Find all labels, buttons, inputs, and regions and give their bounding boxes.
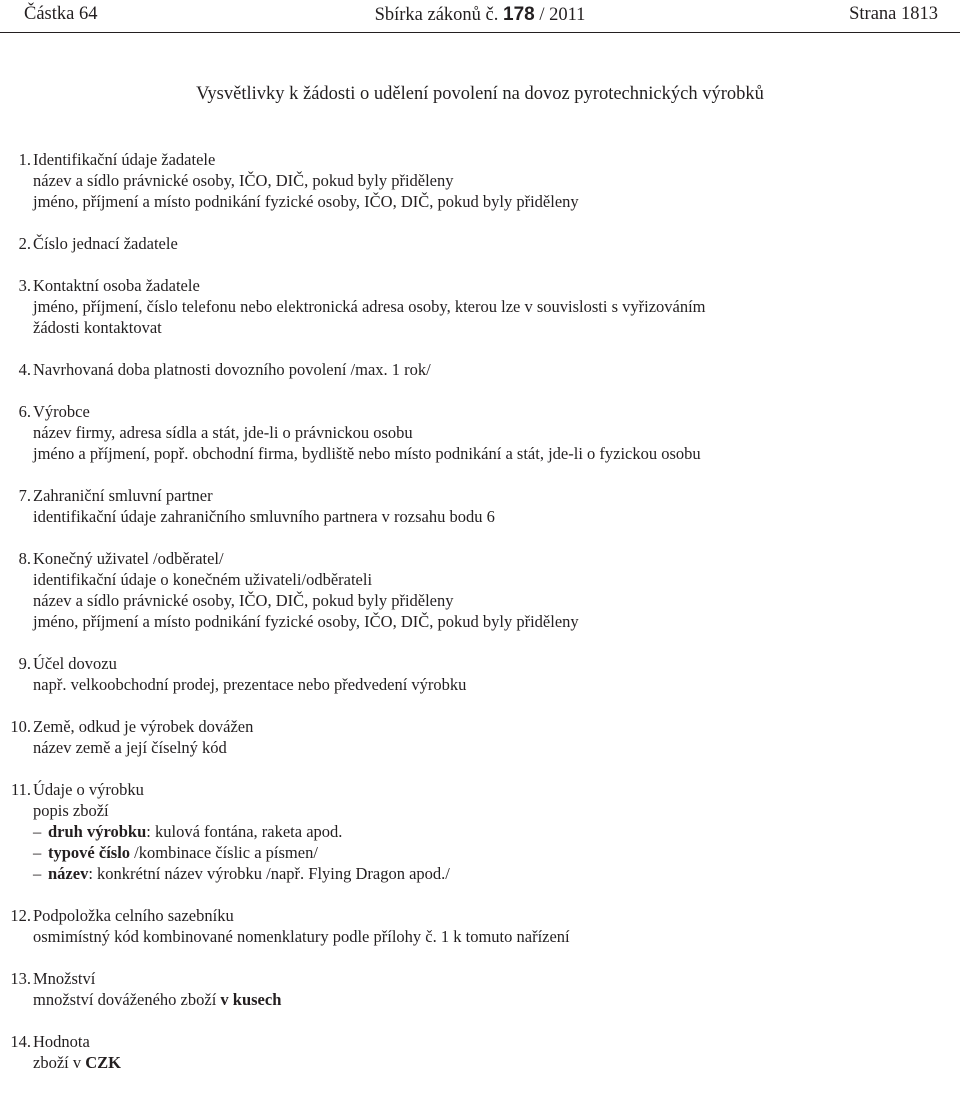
item-description: : konkrétní název výrobku /např. Flying Dragon apod./ xyxy=(88,864,450,883)
item-term: typové číslo xyxy=(48,843,131,862)
section-heading: Identifikační údaje žadatele xyxy=(33,150,216,169)
section-text-line: název a sídlo právnické osoby, IČO, DIČ, pokud byly přiděleny xyxy=(33,171,454,190)
collection-name: Sbírka zákonů č. xyxy=(374,5,499,25)
item-description: /kombinace číslic a písmen/ xyxy=(130,843,318,862)
section-manufacturer xyxy=(0,401,960,464)
section-heading: Účel dovozu xyxy=(33,654,117,673)
section-heading: Výrobce xyxy=(33,402,90,421)
section-validity-period xyxy=(0,359,960,380)
item-term: název xyxy=(48,864,89,883)
text-run: množství dováženého zboží xyxy=(33,990,217,1009)
section-text-line: jméno, příjmení, číslo telefonu nebo elektronická adresa osoby, kterou lze v souvislosti s vyřizováním xyxy=(33,297,706,316)
section-text-line: název země a její číselný kód xyxy=(33,738,227,757)
section-text-line: žádosti kontaktovat xyxy=(33,318,162,337)
section-heading: Údaje o výrobku xyxy=(33,780,144,799)
section-customs-subheading xyxy=(0,905,960,947)
section-contact-person xyxy=(0,275,960,338)
section-end-user xyxy=(0,548,960,632)
section-number: 13. xyxy=(10,969,31,988)
section-heading: Číslo jednací žadatele xyxy=(33,234,178,253)
section-number: 11. xyxy=(10,780,31,799)
section-heading: Zahraniční smluvní partner xyxy=(33,486,213,505)
section-value xyxy=(0,1031,960,1073)
section-number: 4. xyxy=(18,360,31,379)
section-number: 6. xyxy=(18,402,31,421)
collection-year: / 2011 xyxy=(539,5,586,25)
section-heading: Hodnota xyxy=(33,1032,90,1051)
dash-bullet: – xyxy=(33,864,42,883)
section-applicant-identification xyxy=(0,149,960,212)
section-text-line: osmimístný kód kombinované nomenklatury podle přílohy č. 1 k tomuto nařízení xyxy=(33,927,570,946)
section-number: 9. xyxy=(18,654,31,673)
section-quantity xyxy=(0,968,960,1010)
section-text-line: jméno, příjmení a místo podnikání fyzické osoby, IČO, DIČ, pokud byly přiděleny xyxy=(33,612,579,631)
section-number: 1. xyxy=(18,150,31,169)
section-number: 14. xyxy=(10,1032,31,1051)
header-rule xyxy=(0,32,960,33)
item-description: : kulová fontána, raketa apod. xyxy=(146,822,343,841)
section-number: 3. xyxy=(18,276,31,295)
emphasis-run: v kusech xyxy=(220,990,282,1009)
collection-number: 178 xyxy=(503,4,535,25)
section-text-line: identifikační údaje zahraničního smluvního partnera v rozsahu bodu 6 xyxy=(33,507,495,526)
section-text-line: název firmy, adresa sídla a stát, jde-li o právnickou osobu xyxy=(33,423,413,442)
page-title: Vysvětlivky k žádosti o udělení povolení na dovoz pyrotechnických výrobků xyxy=(196,84,764,104)
section-text-line xyxy=(33,1052,960,1073)
item-term: druh výrobku xyxy=(48,822,147,841)
section-number: 2. xyxy=(18,234,31,253)
page-number: Strana 1813 xyxy=(849,4,938,24)
list-item xyxy=(33,821,960,842)
section-heading: Podpoložka celního sazebníku xyxy=(33,906,234,925)
text-run: zboží v xyxy=(33,1053,82,1072)
dash-bullet: – xyxy=(33,843,42,862)
section-heading: Navrhovaná doba platnosti dovozního povolení /max. 1 rok/ xyxy=(33,360,431,379)
list-item xyxy=(33,863,960,884)
section-country-of-origin xyxy=(0,716,960,758)
section-text-line: název a sídlo právnické osoby, IČO, DIČ, pokud byly přiděleny xyxy=(33,591,454,610)
section-text-line: jméno, příjmení a místo podnikání fyzické osoby, IČO, DIČ, pokud byly přiděleny xyxy=(33,192,579,211)
section-heading: Konečný uživatel /odběratel/ xyxy=(33,549,224,568)
dash-bullet: – xyxy=(33,822,42,841)
collection-reference xyxy=(0,4,960,26)
list-item xyxy=(33,842,960,863)
section-foreign-partner xyxy=(0,485,960,527)
section-text-line: popis zboží xyxy=(33,801,109,820)
section-product-details xyxy=(0,779,960,884)
issue-part: Částka 64 xyxy=(24,4,98,24)
section-number: 8. xyxy=(18,549,31,568)
section-text-line: např. velkoobchodní prodej, prezentace nebo předvedení výrobku xyxy=(33,675,467,694)
section-reference-number xyxy=(0,233,960,254)
section-number: 7. xyxy=(18,486,31,505)
section-text-line: jméno a příjmení, popř. obchodní firma, bydliště nebo místo podnikání a stát, jde-li o fyzickou osobu xyxy=(33,444,701,463)
section-heading: Množství xyxy=(33,969,96,988)
section-text-line: identifikační údaje o konečném uživateli/odběrateli xyxy=(33,570,373,589)
section-heading: Země, odkud je výrobek dovážen xyxy=(33,717,254,736)
section-number: 12. xyxy=(10,906,31,925)
section-heading: Kontaktní osoba žadatele xyxy=(33,276,200,295)
document-body xyxy=(0,149,960,1094)
section-number: 10. xyxy=(10,717,31,736)
page-header xyxy=(0,0,960,30)
section-import-purpose xyxy=(0,653,960,695)
section-text-line xyxy=(33,989,960,1010)
emphasis-run: CZK xyxy=(85,1053,121,1072)
